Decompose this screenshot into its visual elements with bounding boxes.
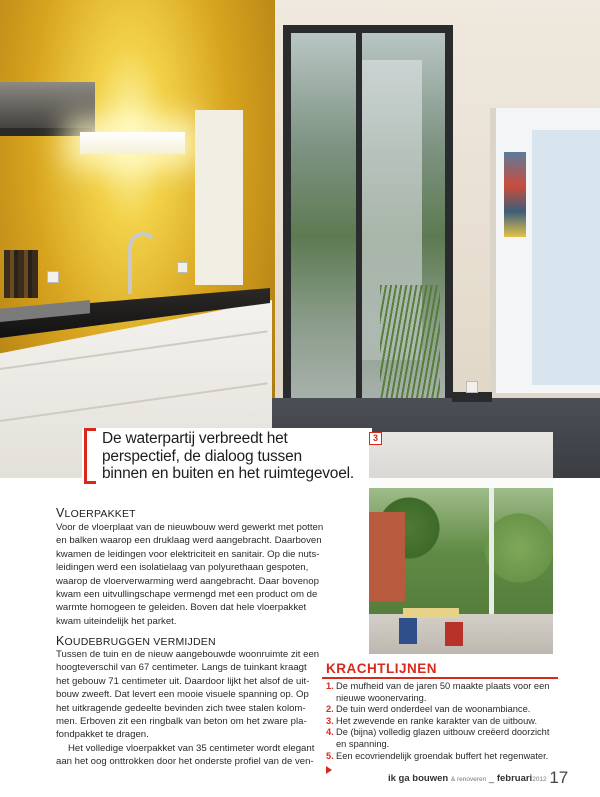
page-number: 17 [549,768,569,787]
text-line: het uitkragende gedeelte bevinden zich twee stalen kolom- [56,702,306,714]
ceiling-beam [369,478,553,488]
text-line: kwam uiteindelijk het parket. [56,615,177,627]
heading-initial: V [56,506,65,520]
kitchen-faucet [128,232,158,294]
text-line: bouw zweeft. Dat levert een mooie visuele spanning op. Op [56,689,309,701]
extractor-hood [0,82,95,134]
text-line: Het volledige vloerpakket van 35 centimeter wordt elegant [68,742,315,754]
brick-wall [369,512,405,602]
heading-rest: LOERPAKKET [64,508,136,520]
list-text: Het zwevende en ranke karakter van de uitbouw. [336,715,538,726]
kader-list [326,681,558,762]
text-line: kwamen de leidingen voor elektriciteit en sanitair. Op die nuts- [56,548,320,560]
window-mullion [356,33,362,403]
text-line: Tussen de tuin en de nieuw aangebouwde woonruimte zit een [56,649,320,660]
wall-socket [466,381,478,393]
text-line: hoogteverschil van 67 centimeter. Langs de tuinkant kraagt [56,662,307,674]
pond-reeds [380,285,440,403]
body-text-koudebruggen [56,648,356,769]
bottles [4,250,38,298]
wall-socket [47,271,59,283]
pull-quote-line: De waterpartij verbreedt het [102,430,288,447]
table [403,608,459,618]
text-line: en balken waarop een druklaag werd aangebracht. Daarboven [56,535,322,547]
magazine-name: ik ga bouwen [388,773,449,784]
kader-divider [322,677,558,679]
pull-quote-line: perspectief, de dialoog tussen [102,447,302,465]
red-chair [445,622,463,646]
skirting-board [452,392,492,402]
pull-quote [102,430,374,483]
text-line: leidingen werd een isolatielaag van polyurethaan gespoten, [56,562,309,574]
text-line: aan het oog onttrokken door het onderste profiel van de ven- [56,756,314,768]
extractor-hood-edge [0,128,92,136]
text-line: kwam een uitvullingschape vermengd met een product om de [56,589,318,601]
list-item [326,727,558,750]
photo-number-badge: 3 [369,432,382,445]
wall-lamp [80,132,185,154]
text-line: Voor de vloerplaat van de nieuwbouw werd gewerkt met potten [56,522,324,533]
list-number: 2. [326,704,334,715]
list-number: 1. [326,681,334,691]
blue-chair [399,618,417,644]
text-line: het gebouw 71 centimeter uit. Daardoor lijkt het alsof de uit- [56,675,310,687]
list-number: 5. [326,750,334,761]
hallway-wall [532,130,600,385]
glass-mullion [489,488,494,628]
list-item [326,704,558,716]
wall-poster [504,152,526,237]
kader-title: KRACHTLIJNEN [326,661,438,676]
list-text: De mufheid van de jaren 50 maakte plaats voor een nieuwe woonervaring. [336,681,550,703]
white-wall-panel [195,110,243,285]
section-heading-koudebruggen [56,634,216,648]
list-item [326,716,558,728]
list-item [326,751,558,763]
text-line: fondpakket te dragen. [56,729,149,741]
ceiling [369,432,553,484]
footer-separator: _ [488,773,495,784]
pull-quote-line: binnen en buiten en het ruimtegevoel. [102,465,354,482]
list-text: Een ecovriendelijk groendak buffert het regenwater. [336,750,549,761]
heading-rest: OUDEBRUGGEN VERMIJDEN [64,636,216,648]
continue-arrow-icon [326,766,332,774]
heading-initial: K [56,634,65,648]
page-footer [388,768,588,788]
text-line: men. Erboven zit een ringbalk van beton om het zware pla- [56,716,307,728]
list-text: De tuin werd onderdeel van de woonambiance. [336,704,531,715]
body-text-vloerpakket [56,521,356,628]
text-line: warmte homogeen te geleiden. Boven dat hele vloerpakket [56,602,307,614]
magazine-subtitle: & renoveren [450,776,487,783]
list-number: 3. [326,715,334,726]
issue-year: 2012 [532,776,547,783]
section-heading-vloerpakket [56,506,136,520]
pull-quote-bracket [84,428,96,484]
list-number: 4. [326,727,334,738]
wall-socket [177,262,188,273]
text-line: waarop de vloerverwarming werd aangebracht. Daar bovenop [56,575,319,587]
list-text: De (bijna) volledig glazen uitbouw creëerd doorzicht en spanning. [336,727,550,749]
photo-extension-interior [369,432,553,654]
issue-month: februari [496,773,533,784]
list-item [326,681,558,704]
